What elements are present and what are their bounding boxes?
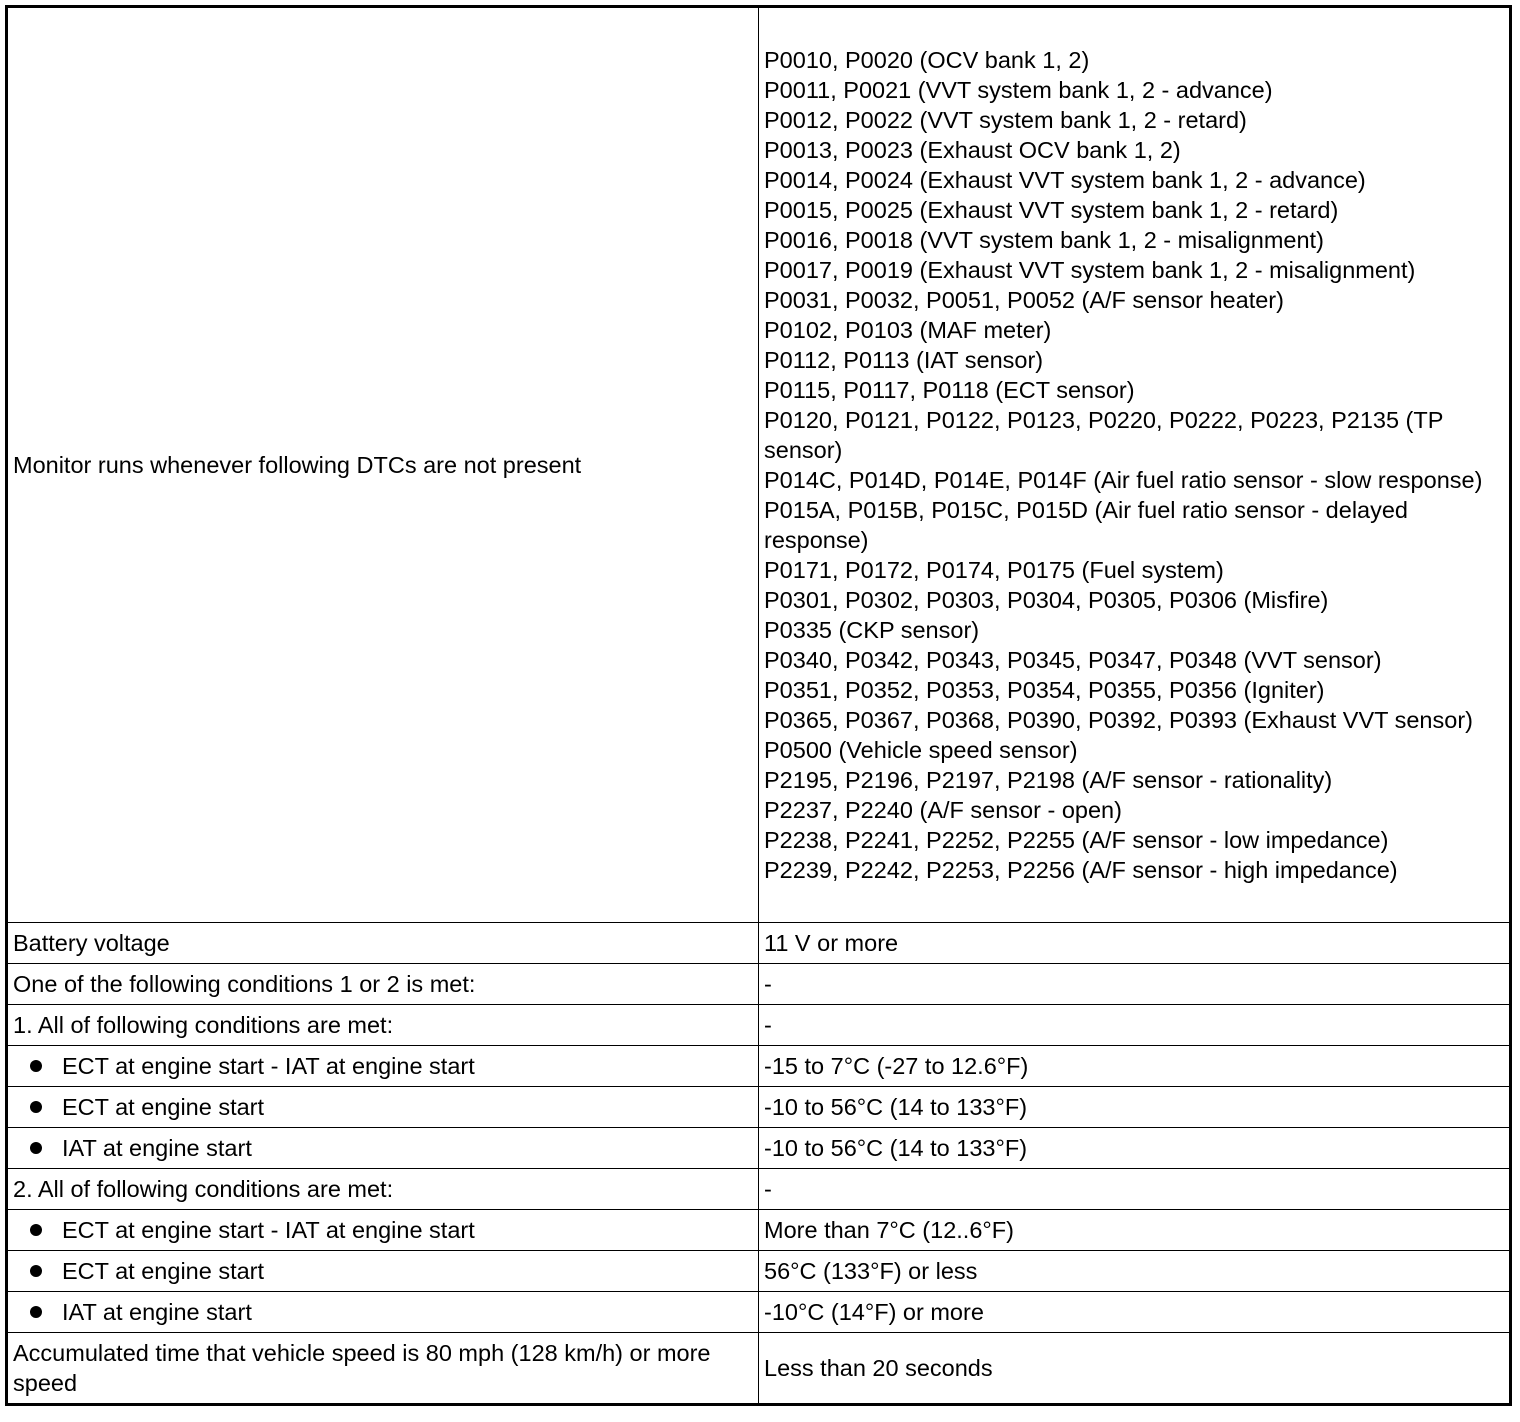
dtc-line: P0120, P0121, P0122, P0123, P0220, P0222, P0223, P2135 (TP sensor) xyxy=(764,407,1443,463)
condition-label: IAT at engine start xyxy=(62,1299,252,1325)
bullet-icon xyxy=(30,1060,42,1072)
condition-label-cell xyxy=(8,964,759,1005)
condition-label-cell xyxy=(8,1005,759,1046)
table-row xyxy=(8,1210,1509,1251)
dtc-line: P0301, P0302, P0303, P0304, P0305, P0306 (Misfire) xyxy=(764,587,1329,613)
bullet-icon xyxy=(30,1265,42,1277)
condition-value: 11 V or more xyxy=(759,923,1510,964)
condition-value: -10°C (14°F) or more xyxy=(759,1292,1510,1333)
table-row xyxy=(8,923,1509,964)
condition-label-cell xyxy=(8,1169,759,1210)
table-row xyxy=(8,964,1509,1005)
dtc-line: P014C, P014D, P014E, P014F (Air fuel ratio sensor - slow response) xyxy=(764,467,1483,493)
table-row xyxy=(8,1046,1509,1087)
dtc-line: P0011, P0021 (VVT system bank 1, 2 - advance) xyxy=(764,77,1273,103)
condition-label-cell xyxy=(8,1128,759,1169)
dtc-row-label: Monitor runs whenever following DTCs are not present xyxy=(8,8,759,923)
dtc-line: P0115, P0117, P0118 (ECT sensor) xyxy=(764,377,1135,403)
table-row xyxy=(8,1169,1509,1210)
dtc-line: P2237, P2240 (A/F sensor - open) xyxy=(764,797,1122,823)
dtc-line: P0015, P0025 (Exhaust VVT system bank 1, 2 - retard) xyxy=(764,197,1339,223)
condition-label-cell xyxy=(8,1292,759,1333)
table-row xyxy=(8,1087,1509,1128)
condition-label: 1. All of following conditions are met: xyxy=(13,1012,394,1038)
condition-value: 56°C (133°F) or less xyxy=(759,1251,1510,1292)
condition-value: -10 to 56°C (14 to 133°F) xyxy=(759,1128,1510,1169)
condition-label-cell xyxy=(8,1046,759,1087)
condition-value: - xyxy=(759,964,1510,1005)
condition-label-cell xyxy=(8,1251,759,1292)
condition-value: -10 to 56°C (14 to 133°F) xyxy=(759,1087,1510,1128)
bullet-icon xyxy=(30,1142,42,1154)
condition-label: IAT at engine start xyxy=(62,1135,252,1161)
condition-label: Battery voltage xyxy=(13,930,170,956)
dtc-line: P015A, P015B, P015C, P015D (Air fuel ratio sensor - delayed response) xyxy=(764,497,1409,553)
dtc-line: P0365, P0367, P0368, P0390, P0392, P0393 (Exhaust VVT sensor) xyxy=(764,707,1473,733)
table-row xyxy=(8,1333,1509,1404)
dtc-line: P0013, P0023 (Exhaust OCV bank 1, 2) xyxy=(764,137,1181,163)
table-row xyxy=(8,1292,1509,1333)
condition-label-cell xyxy=(8,923,759,964)
bullet-icon xyxy=(30,1224,42,1236)
table-row xyxy=(8,1251,1509,1292)
dtc-list xyxy=(759,8,1510,923)
condition-label: ECT at engine start xyxy=(62,1094,265,1120)
monitor-conditions-table xyxy=(8,8,1509,1403)
condition-label-cell xyxy=(8,1210,759,1251)
bullet-icon xyxy=(30,1306,42,1318)
dtc-line: P0102, P0103 (MAF meter) xyxy=(764,317,1052,343)
dtc-line: P0500 (Vehicle speed sensor) xyxy=(764,737,1078,763)
dtc-line: P0012, P0022 (VVT system bank 1, 2 - retard) xyxy=(764,107,1247,133)
condition-value: Less than 20 seconds xyxy=(759,1333,1510,1404)
dtc-line: P0010, P0020 (OCV bank 1, 2) xyxy=(764,47,1090,73)
condition-value: -15 to 7°C (-27 to 12.6°F) xyxy=(759,1046,1510,1087)
table-row xyxy=(8,1005,1509,1046)
condition-label: Accumulated time that vehicle speed is 80 mph (128 km/h) or more speed xyxy=(8,1333,759,1404)
condition-label: ECT at engine start - IAT at engine start xyxy=(62,1053,475,1079)
dtc-line: P0014, P0024 (Exhaust VVT system bank 1, 2 - advance) xyxy=(764,167,1366,193)
condition-value: More than 7°C (12..6°F) xyxy=(759,1210,1510,1251)
spec-table-frame xyxy=(5,5,1512,1406)
table-row xyxy=(8,1128,1509,1169)
dtc-line: P0017, P0019 (Exhaust VVT system bank 1, 2 - misalignment) xyxy=(764,257,1416,283)
dtc-line: P2195, P2196, P2197, P2198 (A/F sensor - rationality) xyxy=(764,767,1333,793)
dtc-line: P2238, P2241, P2252, P2255 (A/F sensor - low impedance) xyxy=(764,827,1389,853)
dtc-line: P0016, P0018 (VVT system bank 1, 2 - misalignment) xyxy=(764,227,1324,253)
dtc-line: P0351, P0352, P0353, P0354, P0355, P0356 (Igniter) xyxy=(764,677,1325,703)
condition-label: ECT at engine start - IAT at engine start xyxy=(62,1217,475,1243)
dtc-line: P0335 (CKP sensor) xyxy=(764,617,980,643)
dtc-line: P2239, P2242, P2253, P2256 (A/F sensor - high impedance) xyxy=(764,857,1398,883)
condition-label-cell xyxy=(8,1087,759,1128)
condition-value: - xyxy=(759,1169,1510,1210)
dtc-line: P0031, P0032, P0051, P0052 (A/F sensor heater) xyxy=(764,287,1284,313)
dtc-line: P0171, P0172, P0174, P0175 (Fuel system) xyxy=(764,557,1224,583)
dtc-line: P0112, P0113 (IAT sensor) xyxy=(764,347,1044,373)
table-row-dtc xyxy=(8,8,1509,923)
condition-value: - xyxy=(759,1005,1510,1046)
dtc-line: P0340, P0342, P0343, P0345, P0347, P0348 (VVT sensor) xyxy=(764,647,1382,673)
condition-label: ECT at engine start xyxy=(62,1258,265,1284)
bullet-icon xyxy=(30,1101,42,1113)
condition-label: One of the following conditions 1 or 2 is met: xyxy=(13,971,476,997)
condition-label: 2. All of following conditions are met: xyxy=(13,1176,394,1202)
